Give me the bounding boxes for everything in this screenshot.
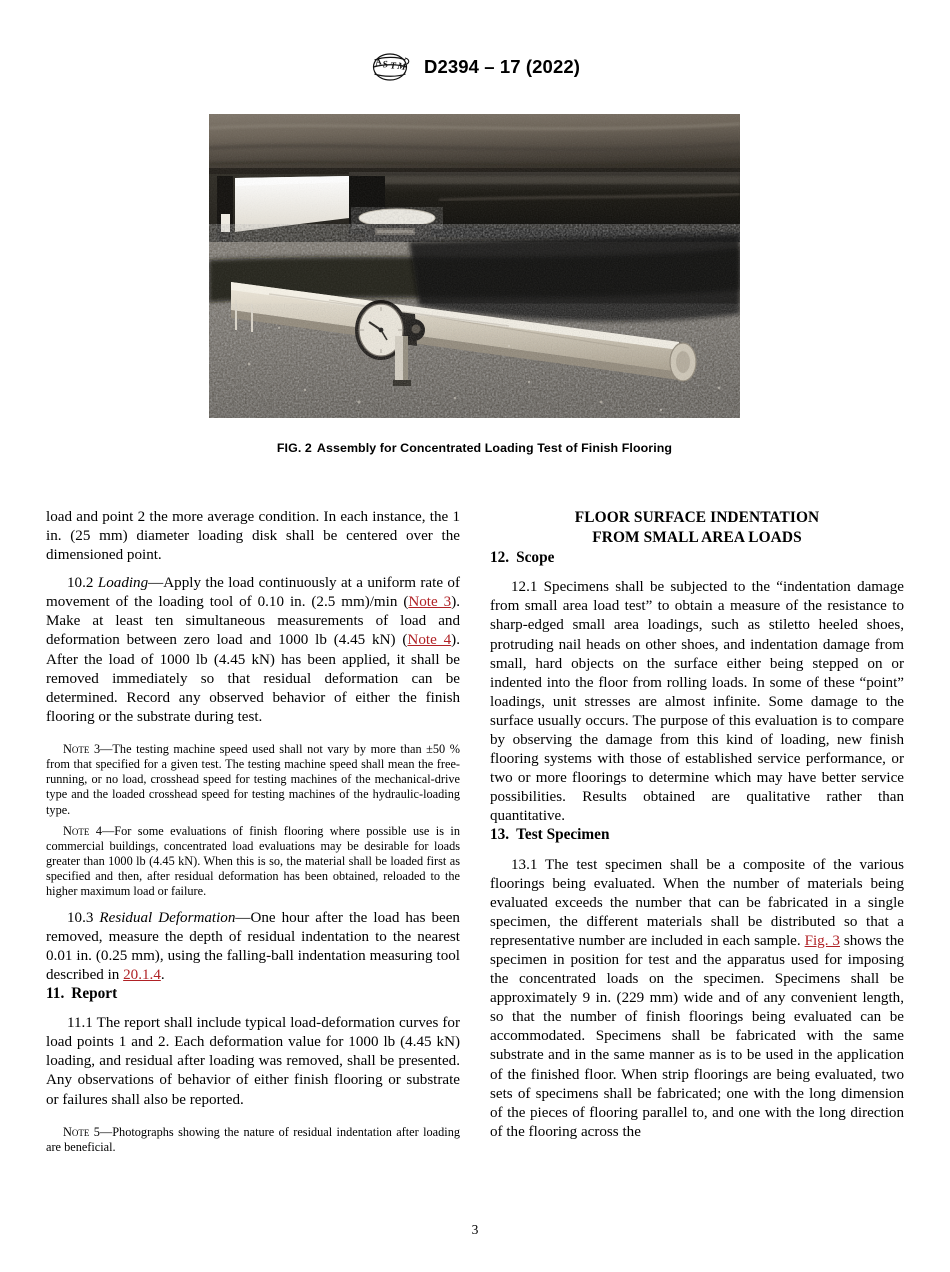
svg-text:A: A [374, 57, 383, 69]
note-5-number: 5 [93, 1124, 100, 1139]
clause-13-1-text-b: shows the specimen in position for test and the apparatus used for imposing the concentrated loads on the specimen. Specimens shall be approximately 9 in. (229 mm) wide and of any convenient length, so that the number of finish floorings being evaluated can be accommodated. Specimens shall be fabricated with the same substrate and in the same manner as is to be used in the application of the finished floor. When strip floorings are being evaluated, two sets of specimens shall be fabricated; one with the long dimension of the pieces of flooring parallel to, and one with the long direction of the flooring across the [490, 932, 904, 1140]
section-heading-11 [46, 985, 460, 1003]
clause-number-12-1: 12.1 [511, 579, 538, 596]
figure-2-photograph [209, 114, 740, 418]
xref-fig-3[interactable]: Fig. 3 [804, 932, 840, 949]
note-3-number: 3 [93, 741, 101, 756]
page-number: 3 [471, 1222, 479, 1237]
section-12-number: 12. [490, 548, 510, 566]
right-column [490, 508, 904, 1142]
paragraph-10-2 [46, 574, 460, 727]
clause-title-10-2: Loading [97, 575, 149, 592]
figure-2-caption [209, 441, 740, 455]
note-3-label: Note [63, 741, 90, 756]
clause-number-10-3: 10.3 [67, 909, 94, 926]
note-4-number: 4 [95, 823, 102, 838]
paragraph-10-3 [46, 909, 460, 985]
figure-caption-text: Assembly for Concentrated Loading Test of Finish Flooring [316, 441, 673, 455]
svg-text:S: S [382, 59, 389, 71]
note-5 [46, 1125, 460, 1155]
xref-20-1-4[interactable]: 20.1.4 [123, 966, 161, 983]
clause-number-13-1: 13.1 [511, 856, 538, 873]
section-heading-13 [490, 826, 904, 844]
paragraph-12-1 [490, 578, 904, 826]
paragraph-11-1 [46, 1014, 460, 1109]
section-heading-12 [490, 549, 904, 567]
clause-11-1-text: The report shall include typical load-deformation curves for load points 1 and 2. Each deformation value for 1000 lb (4.45 kN) loading, and residual after loading was removed, shall be presented. Any observations of behavior of either finish flooring or substrate or failures shall also be reported. [46, 1015, 460, 1108]
clause-10-3-text-a: —One hour after the load has been removed, measure the depth of residual indentation to the nearest 0.01 in. (0.25 mm), using the falling-ball indentation measuring tool described in [46, 909, 460, 983]
clause-10-2-text-a: —Apply the load continuously at a uniform rate of movement of the loading tool of 0.10 in. (2.5 mm)/min ( [46, 575, 460, 611]
page-header [0, 52, 950, 82]
clause-12-1-text: Specimens shall be subjected to the “indentation damage from small area load test” to obtain a measure of the resistance to sharp-edged small area loadings, such as stiletto heeled shoes, protruding nail heads on other shoes, and indentation damage from small, hard objects on the surface either being stepped on or indented into the floor from rolling loads. In some of these “point” loadings, unit stresses are almost infinite. Some damage to the surface usually occurs. The purpose of this evaluation is to compare by observing the damage from this kind of loading, new finish flooring systems with those of established service performance, or two or more floorings to determine which may have better service possibilities. Results obtained are qualitative rather than quantitative. [490, 579, 904, 825]
body-columns [46, 508, 904, 1208]
standard-designation: D2394 – 17 (2022) [424, 56, 580, 77]
clause-number-10-2: 10.2 [67, 575, 94, 592]
astm-logo-icon [370, 52, 412, 82]
section-11-title: Report [71, 984, 118, 1002]
svg-text:T: T [389, 61, 397, 72]
section-12-title: Scope [516, 548, 555, 566]
part-title [490, 508, 904, 549]
part-title-line-2: FROM SMALL AREA LOADS [592, 529, 802, 547]
xref-note-3[interactable]: Note 3 [408, 594, 452, 611]
paragraph-continued: load and point 2 the more average condition. In each instance, the 1 in. (25 mm) diameter loading disk shall be centered over the dimensioned point. [46, 509, 460, 564]
section-11-number: 11. [46, 984, 65, 1002]
note-4 [46, 824, 460, 900]
note-5-label: Note [63, 1124, 90, 1139]
paragraph-13-1 [490, 856, 904, 1142]
note-3 [46, 742, 460, 818]
figure-caption-label: FIG. 2 [276, 441, 312, 455]
xref-note-4[interactable]: Note 4 [407, 632, 452, 649]
section-13-title: Test Specimen [516, 826, 610, 844]
figure-2 [209, 114, 740, 455]
left-column [46, 508, 460, 1155]
note-4-text: —For some evaluations of finish flooring where possible use is in commercial buildings, concentrated load evaluations may be desirable for loads greater than 1000 lb (4.45 kN). When this is so, the material shall be loaded first as specified and then, after residual deformation has been obtained, reloaded to the higher maximum load or failure. [46, 823, 460, 899]
clause-13-1-text-a: The test specimen shall be a composite of the various floorings being evaluated. When the number of materials being evaluated exceeds the number that can be fabricated in a single specimen, the different materials shall be distributed so that a representative number are included in each sample. [490, 856, 904, 949]
section-13-number: 13. [490, 826, 510, 844]
note-3-text: —The testing machine speed used shall not vary by more than ±50 % from that specified for a given test. The testing machine speed shall mean the free-running, or no load, crosshead speed for testing machines of the mechanical-drive type and the loaded crosshead speed for testing machines of the hydraulic-loading type. [46, 741, 460, 817]
clause-number-11-1: 11.1 [67, 1015, 93, 1032]
note-5-text: —Photographs showing the nature of residual indentation after loading are beneficial. [46, 1124, 460, 1154]
clause-10-2-text-b: ). Make at least ten simultaneous measurements of load and deformation between zero load and 1000 lb (4.45 kN) ( [46, 594, 460, 649]
svg-text:M: M [396, 61, 407, 73]
clause-title-10-3: Residual Deformation [99, 909, 236, 926]
part-title-line-1: FLOOR SURFACE INDENTATION [574, 509, 820, 526]
clause-10-2-text-c: ). After the load of 1000 lb (4.45 kN) has been applied, it shall be removed immediately so that residual deformation can be determined. Record any observed behavior of either the finish flooring or the substrate during test. [46, 632, 460, 725]
note-4-label: Note [63, 823, 90, 838]
clause-10-3-text-b: . [160, 966, 165, 983]
